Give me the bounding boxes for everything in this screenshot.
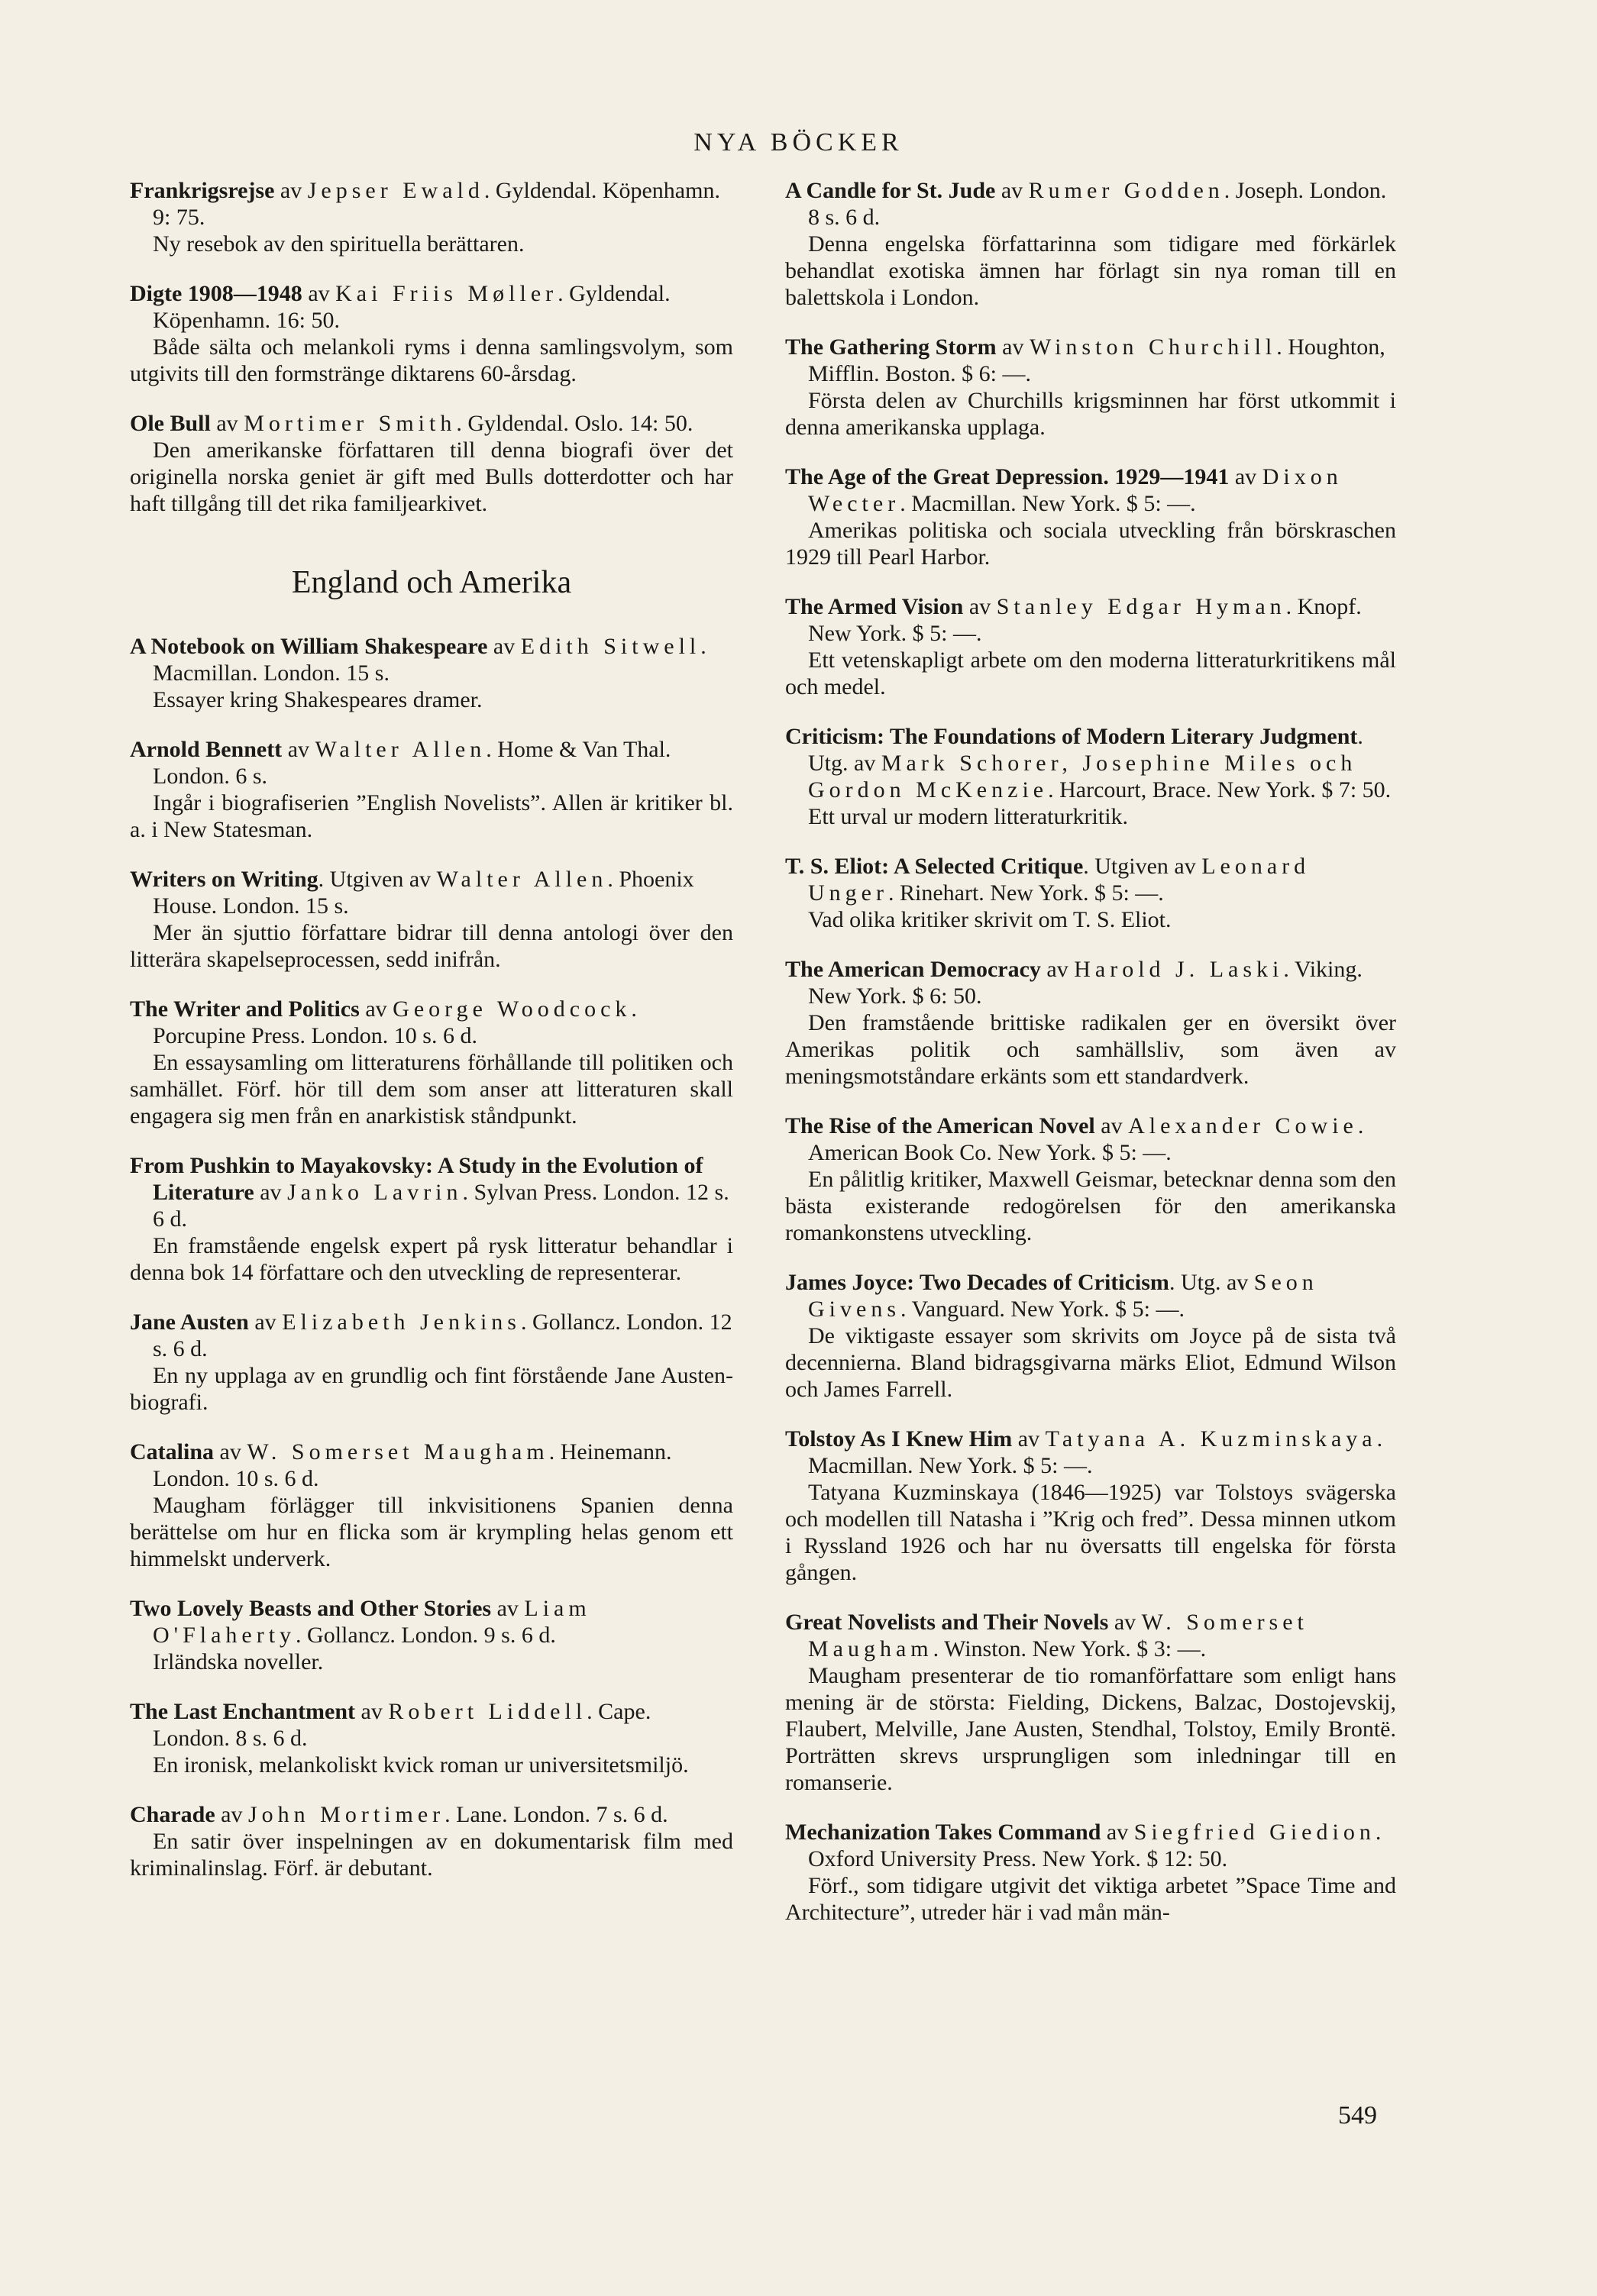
book-title: Great Novelists and Their Novels bbox=[785, 1610, 1109, 1635]
book-entry bbox=[785, 177, 1396, 311]
book-title: Catalina bbox=[130, 1439, 215, 1464]
by-word: av bbox=[210, 411, 244, 436]
page-number: 549 bbox=[1338, 2101, 1377, 2130]
publisher-info: . Heinemann. London. 10 s. 6 d. bbox=[153, 1439, 672, 1491]
publisher-info: . Porcupine Press. London. 10 s. 6 d. bbox=[153, 996, 637, 1048]
editor-prefix: . Utg. av bbox=[808, 724, 1363, 776]
book-description: Förf., som tidigare utgivit det viktiga arbetet ”Space Time and Architecture”, utreder här i vad mån män- bbox=[785, 1873, 1396, 1925]
entry-citation bbox=[785, 1426, 1396, 1479]
book-title: The Age of the Great Depression. 1929—1941 bbox=[785, 464, 1230, 489]
by-word: av bbox=[355, 1699, 389, 1724]
book-description: En framstående engelsk expert på rysk litteratur behandlar i denna bok 14 författare och den utveckling de representerar. bbox=[130, 1233, 733, 1285]
book-description: En ny upplaga av en grundlig och fint förstående Jane Austen-biografi. bbox=[130, 1363, 733, 1415]
book-description: Irländska noveller. bbox=[153, 1649, 324, 1674]
book-entry bbox=[785, 1426, 1396, 1586]
entry-citation bbox=[130, 633, 733, 686]
book-title: Digte 1908—1948 bbox=[130, 281, 302, 306]
entry-citation bbox=[130, 410, 733, 437]
book-description: De viktigaste essayer som skrivits om Joyce på de sista två decennierna. Bland bidragsgivarna märks Eliot, Edmund Wilson och James Farrell. bbox=[785, 1323, 1396, 1402]
book-author: Walter Allen bbox=[436, 867, 608, 892]
book-description: Ingår i biografiserien ”English Novelists”. Allen är kritiker bl. a. i New Statesman. bbox=[130, 790, 733, 842]
book-author: Alexander Cowie bbox=[1128, 1113, 1358, 1138]
book-entry bbox=[130, 996, 733, 1129]
left-top-entries bbox=[130, 177, 733, 517]
editor-prefix: . Utgiven av bbox=[318, 867, 432, 892]
publisher-info: . Lane. London. 7 s. 6 d. bbox=[445, 1802, 668, 1827]
entry-citation bbox=[130, 1698, 733, 1752]
book-entry bbox=[785, 1269, 1396, 1403]
book-entry bbox=[785, 1609, 1396, 1796]
book-title: Two Lovely Beasts and Other Stories bbox=[130, 1596, 492, 1621]
book-author: Leonard Unger bbox=[808, 854, 1311, 906]
book-author: Robert Liddell bbox=[388, 1699, 587, 1724]
book-author: Stanley Edgar Hyman bbox=[996, 594, 1286, 619]
publisher-info: . Sylvan Press. London. 12 s. 6 d. bbox=[153, 1180, 729, 1232]
book-description: Den amerikanske författaren till denna biografi över det originella norska geniet är gift med Bulls dotterdotter och har haft tillgång till det rika familjearkivet. bbox=[130, 438, 733, 516]
publisher-info: . Gyldendal. Oslo. 14: 50. bbox=[456, 411, 693, 436]
entry-citation bbox=[785, 723, 1396, 803]
book-entry bbox=[785, 723, 1396, 830]
publisher-info: . Macmillan. New York. $ 5: —. bbox=[900, 491, 1196, 516]
book-description: Både sälta och melankoli ryms i denna samlingsvolym, som utgivits till den formstränge diktarens 60-årsdag. bbox=[130, 334, 733, 386]
book-title: Tolstoy As I Knew Him bbox=[785, 1426, 1013, 1452]
book-description: Ett urval ur modern litteraturkritik. bbox=[808, 804, 1129, 829]
book-author: Edith Sitwell bbox=[520, 634, 701, 659]
right-column bbox=[785, 177, 1396, 1949]
publisher-info: . Cape. London. 8 s. 6 d. bbox=[153, 1699, 651, 1751]
entry-citation bbox=[130, 280, 733, 334]
by-word: av bbox=[254, 1180, 288, 1205]
entry-citation bbox=[785, 1609, 1396, 1662]
entry-citation bbox=[130, 1595, 733, 1649]
by-word: av bbox=[282, 737, 315, 762]
book-entry bbox=[785, 463, 1396, 570]
by-word: av bbox=[1101, 1820, 1134, 1845]
book-entry bbox=[130, 1801, 733, 1881]
by-word: av bbox=[491, 1596, 525, 1621]
book-author: Liam O'Flaherty bbox=[153, 1596, 591, 1648]
book-description: En satir över inspelningen av en dokumentarisk film med kriminalinslag. Förf. är debutant. bbox=[130, 1829, 733, 1881]
book-title: The Writer and Politics bbox=[130, 996, 360, 1022]
book-title: James Joyce: Two Decades of Criticism bbox=[785, 1270, 1169, 1295]
publisher-info: . Gyldendal. Köpenhamn. 16: 50. bbox=[153, 281, 671, 333]
book-description: Maugham förlägger till inkvisitionens Spanien denna berättelse om hur en flicka som är krympling helas genom ett himmelskt underverk. bbox=[130, 1493, 733, 1571]
book-description: Maugham presenterar de tio romanförfattare som enligt hans mening är de största: Fielding, Dickens, Balzac, Dostojevskij, Flaubert, Melville, Jane Austen, Stendhal, Tolstoy, Emily Brontë. Porträtten skrevs ursprungligen som inledningar till en romanserie. bbox=[785, 1663, 1396, 1795]
by-word: av bbox=[1094, 1113, 1129, 1138]
book-title: Writers on Writing bbox=[130, 867, 318, 892]
book-title: Mechanization Takes Command bbox=[785, 1820, 1101, 1845]
publisher-info: . Home & Van Thal. London. 6 s. bbox=[153, 737, 671, 789]
by-word: av bbox=[215, 1802, 248, 1827]
entry-citation bbox=[785, 593, 1396, 647]
entry-citation bbox=[785, 1112, 1396, 1166]
by-word: av bbox=[1012, 1426, 1046, 1452]
publisher-info: . American Book Co. New York. $ 5: —. bbox=[808, 1113, 1364, 1165]
book-description: Ett vetenskapligt arbete om den moderna litteraturkritikens mål och medel. bbox=[785, 647, 1396, 699]
by-word: av bbox=[302, 281, 336, 306]
by-word: av bbox=[487, 634, 521, 659]
book-entry bbox=[130, 1698, 733, 1778]
by-word: av bbox=[1108, 1610, 1142, 1635]
book-title: A Candle for St. Jude bbox=[785, 178, 996, 203]
book-title: The Armed Vision bbox=[785, 594, 964, 619]
publisher-info: . Rinehart. New York. $ 5: —. bbox=[887, 880, 1164, 906]
publisher-info: . Phoenix House. London. 15 s. bbox=[153, 867, 694, 919]
book-author: Harold J. Laski bbox=[1074, 957, 1284, 982]
book-entry bbox=[130, 280, 733, 387]
by-word: av bbox=[963, 594, 997, 619]
entry-citation bbox=[130, 1439, 733, 1492]
book-title: The Gathering Storm bbox=[785, 334, 997, 360]
entry-citation bbox=[785, 1819, 1396, 1872]
entry-citation bbox=[785, 853, 1396, 906]
book-author: George Woodcock bbox=[393, 996, 632, 1022]
publisher-info: . Vanguard. New York. $ 5: —. bbox=[900, 1297, 1185, 1322]
book-author: Dixon Wecter bbox=[808, 464, 1343, 516]
right-entries bbox=[785, 177, 1396, 1926]
entry-citation bbox=[130, 996, 733, 1049]
book-entry bbox=[130, 1152, 733, 1286]
left-column bbox=[130, 177, 733, 1904]
entry-citation bbox=[130, 1801, 733, 1828]
book-description: Denna engelska författarinna som tidigare med förkärlek behandlat exotiska ämnen har förlagt sin nya roman till en balettskola i London. bbox=[785, 231, 1396, 310]
book-author: Kai Friis Møller bbox=[335, 281, 558, 306]
book-title: Charade bbox=[130, 1802, 215, 1827]
by-word: av bbox=[214, 1439, 247, 1464]
book-author: Mortimer Smith bbox=[244, 411, 457, 436]
book-description: Mer än sjuttio författare bidrar till denna antologi över den litterära skapelseprocessen, sedd inifrån. bbox=[130, 920, 733, 972]
publisher-info: . Joseph. London. 8 s. 6 d. bbox=[808, 178, 1387, 230]
publisher-info: . Macmillan. New York. $ 5: —. bbox=[808, 1426, 1383, 1478]
by-word: av bbox=[274, 178, 308, 203]
by-word: av bbox=[359, 996, 393, 1022]
book-description: En essaysamling om litteraturens förhållande till politiken och samhället. Förf. hör till dem som anser att litteraturen skall engagera sig men från en anarkistisk ståndpunkt. bbox=[130, 1050, 733, 1129]
book-entry bbox=[785, 956, 1396, 1090]
book-author: Jepser Ewald bbox=[307, 178, 484, 203]
book-entry bbox=[785, 1112, 1396, 1246]
book-author: Seon Givens bbox=[808, 1270, 1318, 1322]
book-entry bbox=[785, 334, 1396, 441]
publisher-info: . Winston. New York. $ 3: —. bbox=[933, 1636, 1207, 1661]
publisher-info: . Viking. New York. $ 6: 50. bbox=[808, 957, 1363, 1009]
book-description: En ironisk, melankoliskt kvick roman ur universitetsmiljö. bbox=[153, 1752, 689, 1778]
book-description: Amerikas politiska och sociala utveckling från börskraschen 1929 till Pearl Harbor. bbox=[785, 518, 1396, 570]
publisher-info: . Gyldendal. Köpenhamn. 9: 75. bbox=[153, 178, 720, 230]
book-author: Rumer Godden bbox=[1028, 178, 1224, 203]
editor-prefix: . Utgiven av bbox=[1083, 854, 1196, 879]
book-author: John Mortimer bbox=[248, 1802, 445, 1827]
book-author: Winston Churchill bbox=[1029, 334, 1277, 360]
book-title: Criticism: The Foundations of Modern Literary Judgment bbox=[785, 724, 1358, 749]
book-title: Arnold Bennett bbox=[130, 737, 283, 762]
book-entry bbox=[130, 410, 733, 517]
book-title: Ole Bull bbox=[130, 411, 211, 436]
book-entry bbox=[130, 1595, 733, 1675]
publisher-info: . Gollancz. London. 12 s. 6 d. bbox=[153, 1309, 732, 1361]
book-title: A Notebook on William Shakespeare bbox=[130, 634, 488, 659]
book-title: Jane Austen bbox=[130, 1309, 249, 1335]
book-description: Vad olika kritiker skrivit om T. S. Eliot. bbox=[808, 907, 1172, 932]
running-head: NYA BÖCKER bbox=[693, 128, 904, 157]
book-author: W. Somerset Maugham bbox=[808, 1610, 1308, 1661]
book-entry bbox=[785, 593, 1396, 700]
publisher-info: . Gollancz. London. 9 s. 6 d. bbox=[296, 1623, 556, 1648]
entry-citation bbox=[785, 334, 1396, 387]
book-title: The Last Enchantment bbox=[130, 1699, 356, 1724]
publisher-info: . Knopf. New York. $ 5: —. bbox=[808, 594, 1362, 646]
editor-prefix: . Utg. av bbox=[1169, 1270, 1249, 1295]
entry-citation bbox=[785, 463, 1396, 517]
book-entry bbox=[130, 1439, 733, 1572]
book-description: Tatyana Kuzminskaya (1846—1925) var Tolstoys svägerska och modellen till Natasha i ”Krig och fred”. Dessa minnen utkom i Ryssland 1926 och har nu översatts till engelska för första gången. bbox=[785, 1480, 1396, 1585]
entry-citation bbox=[130, 1152, 733, 1232]
entry-citation bbox=[785, 1269, 1396, 1322]
book-description: Ny resebok av den spirituella berättaren. bbox=[153, 231, 525, 257]
publisher-info: . Harcourt, Brace. New York. $ 7: 50. bbox=[1048, 777, 1392, 802]
book-description: Essayer kring Shakespeares dramer. bbox=[153, 687, 483, 712]
book-description: Den framstående brittiske radikalen ger en översikt över Amerikas politik och samhällsliv, som även av meningsmotståndare erkänts som ett standardverk. bbox=[785, 1010, 1396, 1089]
entry-citation bbox=[785, 177, 1396, 231]
book-entry bbox=[130, 633, 733, 713]
book-title: The Rise of the American Novel bbox=[785, 1113, 1095, 1138]
book-author: Walter Allen bbox=[315, 737, 487, 762]
section-heading: England och Amerika bbox=[291, 565, 572, 600]
book-title: The American Democracy bbox=[785, 957, 1041, 982]
book-author: W. Somerset Maugham bbox=[247, 1439, 549, 1464]
book-author: Siegfried Giedion bbox=[1133, 1820, 1376, 1845]
entry-citation bbox=[130, 1309, 733, 1362]
publisher-info: . Houghton, Mifflin. Boston. $ 6: —. bbox=[808, 334, 1385, 386]
by-word: av bbox=[248, 1309, 283, 1335]
book-author: Janko Lavrin bbox=[287, 1180, 463, 1205]
book-author: Tatyana A. Kuzminskaya bbox=[1045, 1426, 1377, 1452]
book-entry bbox=[130, 1309, 733, 1416]
publisher-info: . Macmillan. London. 15 s. bbox=[153, 634, 706, 686]
book-entry bbox=[785, 1819, 1396, 1926]
entry-citation bbox=[130, 866, 733, 919]
publisher-info: . Oxford University Press. New York. $ 12: 50. bbox=[808, 1820, 1382, 1871]
entry-citation bbox=[785, 956, 1396, 1009]
book-title: Frankrigsrejse bbox=[130, 178, 275, 203]
entry-citation bbox=[130, 736, 733, 790]
book-entry bbox=[130, 736, 733, 843]
book-entry bbox=[130, 177, 733, 257]
by-word: av bbox=[995, 178, 1029, 203]
book-author: Mark Schorer, Josephine Miles och Gordon McKenzie bbox=[808, 751, 1357, 802]
book-author: Elizabeth Jenkins bbox=[282, 1309, 521, 1335]
book-entry bbox=[130, 866, 733, 973]
entry-citation bbox=[130, 177, 733, 231]
left-bottom-entries bbox=[130, 633, 733, 1881]
by-word: av bbox=[1040, 957, 1075, 982]
book-title: From Pushkin to Mayakovsky: A Study in the Evolution of Literature bbox=[130, 1153, 703, 1205]
book-description: En pålitlig kritiker, Maxwell Geismar, betecknar denna som den bästa existerande redogörelsen för den amerikanska romankonstens utveckling. bbox=[785, 1167, 1396, 1245]
by-word: av bbox=[996, 334, 1030, 360]
book-title: T. S. Eliot: A Selected Critique bbox=[785, 854, 1084, 879]
book-entry bbox=[785, 853, 1396, 933]
by-word: av bbox=[1229, 464, 1262, 489]
book-description: Första delen av Churchills krigsminnen har först utkommit i denna amerikanska upplaga. bbox=[785, 388, 1396, 440]
